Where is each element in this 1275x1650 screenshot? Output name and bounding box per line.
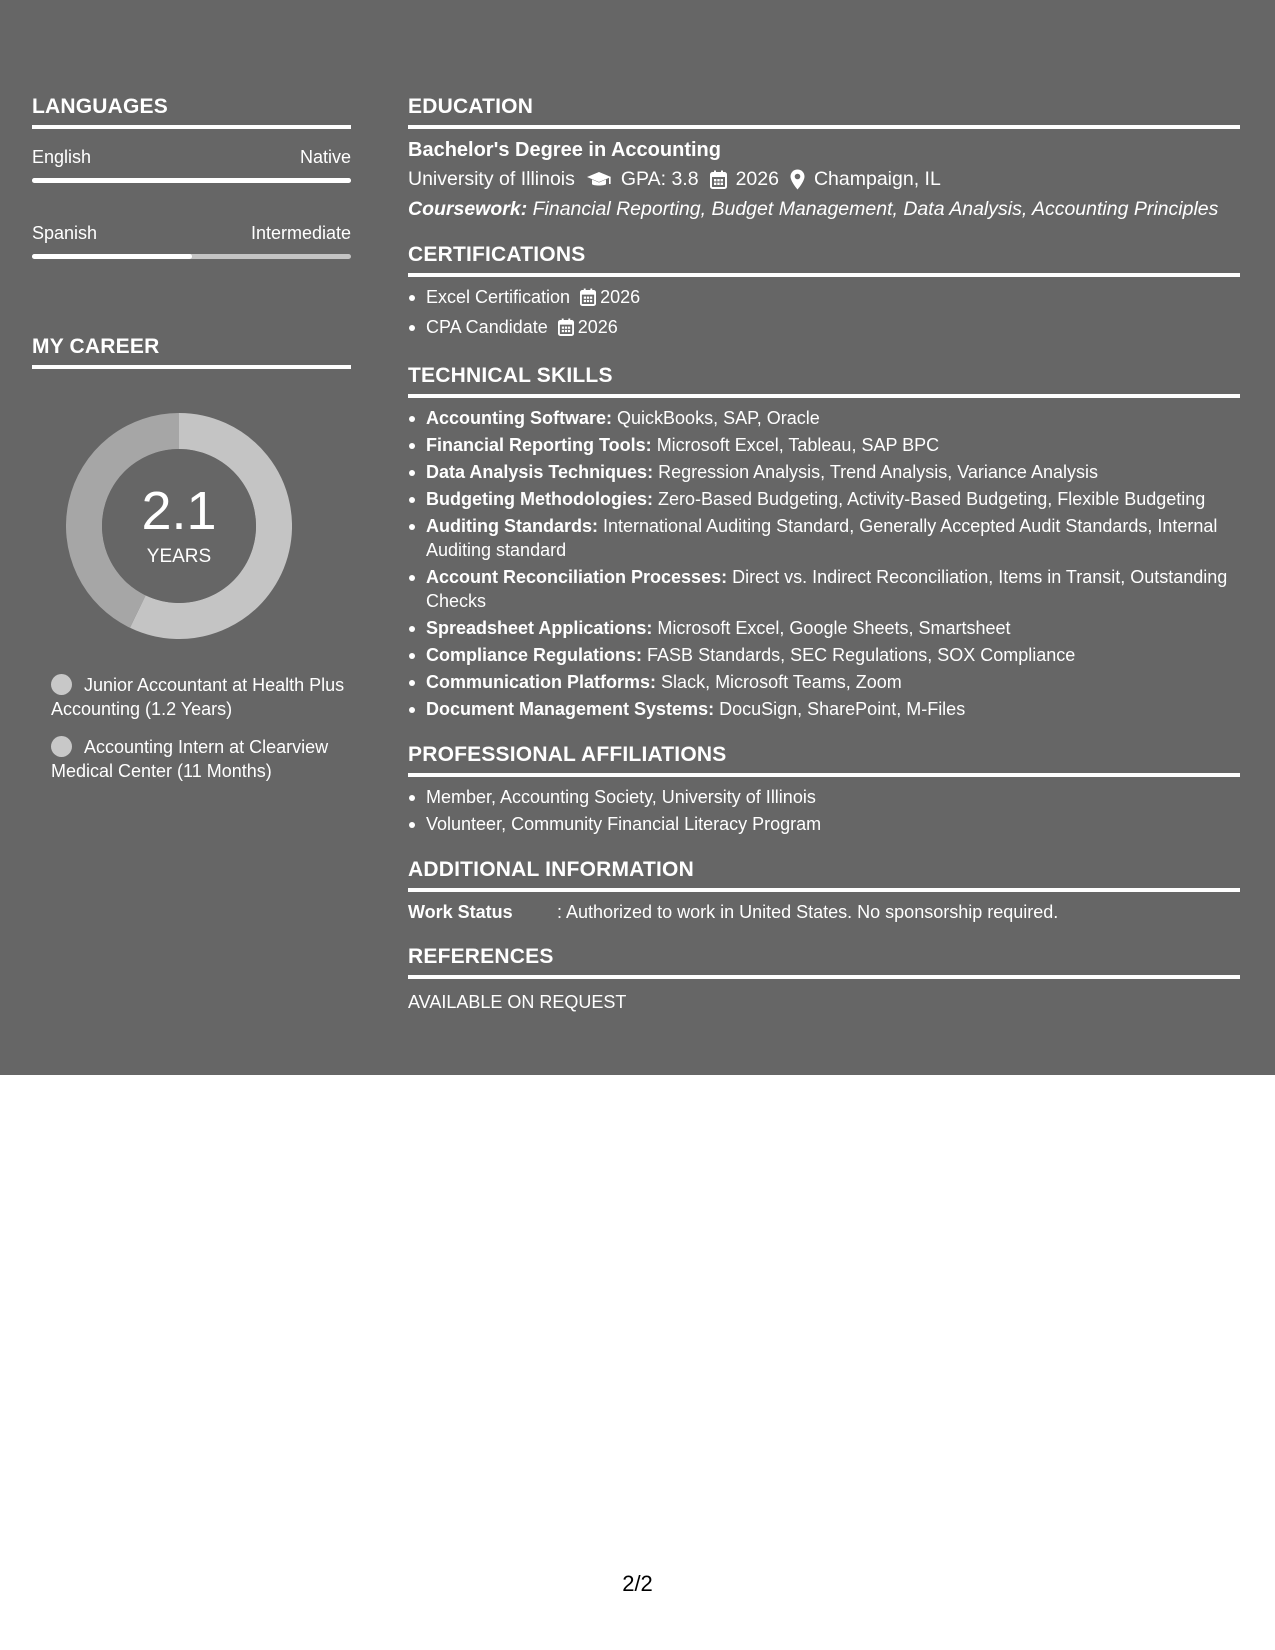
career-title: MY CAREER (32, 335, 351, 369)
education-gpa: GPA: 3.8 (620, 168, 699, 190)
skill-item (408, 670, 1240, 694)
work-status-value: : Authorized to work in United States. No sponsorship required. (557, 902, 1059, 922)
skill-value: DocuSign, SharePoint, M-Files (719, 699, 966, 719)
certification-name: CPA Candidate (426, 317, 548, 337)
skill-label: Document Management Systems: (426, 699, 715, 719)
skill-value: Regression Analysis, Trend Analysis, Variance Analysis (658, 462, 1098, 482)
skill-item (408, 565, 1240, 613)
coursework-value: Financial Reporting, Budget Management, Data Analysis, Accounting Principles (532, 198, 1219, 220)
affiliations-list (408, 785, 1240, 836)
career-job-item (51, 673, 351, 721)
affiliations-title: PROFESSIONAL AFFILIATIONS (408, 743, 1240, 777)
affiliation-item: Volunteer, Community Financial Literacy Program (408, 812, 1240, 836)
career-total-value: 2.1 (141, 481, 217, 541)
references-text: AVAILABLE ON REQUEST (408, 992, 627, 1012)
graduation-cap-icon (586, 171, 612, 189)
certification-item (408, 285, 1240, 312)
affiliation-item: Member, Accounting Society, University of Illinois (408, 785, 1240, 809)
skill-label: Account Reconciliation Processes: (426, 567, 728, 587)
location-pin-icon (790, 169, 805, 190)
skill-item (408, 460, 1240, 484)
language-level: Intermediate (250, 223, 351, 243)
career-job-label: Junior Accountant at Health Plus Accounting (1.2 Years) (51, 675, 345, 719)
references-section (408, 945, 1240, 1015)
skill-value: Slack, Microsoft Teams, Zoom (661, 672, 902, 692)
legend-dot-icon (51, 736, 72, 757)
language-name: English (32, 147, 92, 167)
education-year: 2026 (735, 168, 779, 190)
certifications-section (408, 243, 1240, 342)
skill-label: Financial Reporting Tools: (426, 435, 652, 455)
skill-label: Compliance Regulations: (426, 645, 643, 665)
skill-label: Spreadsheet Applications: (426, 618, 653, 638)
certification-year: 2026 (577, 317, 618, 337)
certification-item (408, 315, 1240, 342)
skill-item (408, 514, 1240, 562)
education-details (408, 168, 1240, 191)
language-proficiency-bar (32, 178, 351, 183)
career-job-item (51, 735, 351, 783)
certification-name: Excel Certification (426, 287, 571, 307)
language-item-english (32, 147, 351, 183)
language-proficiency-fill (32, 254, 192, 259)
right-column (408, 95, 1240, 1015)
skill-label: Data Analysis Techniques: (426, 462, 654, 482)
legend-dot-icon (51, 674, 72, 695)
calendar-icon (710, 170, 727, 189)
skills-list (408, 406, 1240, 721)
education-school: University of Illinois (408, 168, 575, 190)
additional-section (408, 858, 1240, 923)
references-title: REFERENCES (408, 945, 1240, 979)
education-location: Champaign, IL (813, 168, 941, 190)
career-donut-chart (66, 413, 292, 639)
skill-item (408, 487, 1240, 511)
skill-item (408, 697, 1240, 721)
career-job-label: Accounting Intern at Clearview Medical Center (11 Months) (51, 737, 329, 781)
languages-title: LANGUAGES (32, 95, 351, 129)
certification-year: 2026 (600, 287, 641, 307)
calendar-icon (558, 318, 574, 342)
skill-item (408, 406, 1240, 430)
career-job-list (51, 673, 351, 783)
skills-title: TECHNICAL SKILLS (408, 364, 1240, 398)
education-coursework (408, 197, 1240, 221)
additional-title: ADDITIONAL INFORMATION (408, 858, 1240, 892)
page-number: 2/2 (622, 1571, 653, 1596)
left-column (32, 95, 351, 797)
language-proficiency-fill (32, 178, 351, 183)
language-name: Spanish (32, 223, 98, 243)
skill-value: QuickBooks, SAP, Oracle (617, 408, 820, 428)
certifications-list (408, 285, 1240, 342)
career-total-unit: YEARS (146, 546, 212, 567)
skill-label: Communication Platforms: (426, 672, 657, 692)
skill-label: Auditing Standards: (426, 516, 598, 536)
skill-item (408, 616, 1240, 640)
skill-label: Budgeting Methodologies: (426, 489, 653, 509)
certifications-title: CERTIFICATIONS (408, 243, 1240, 277)
skill-value: International Auditing Standard, Generally Accepted Audit Standards, Internal Auditing standard (426, 516, 1218, 560)
education-section (408, 95, 1240, 221)
skill-value: Zero-Based Budgeting, Activity-Based Budgeting, Flexible Budgeting (657, 489, 1206, 509)
affiliations-section (408, 743, 1240, 836)
education-degree: Bachelor's Degree in Accounting (408, 139, 721, 161)
skill-value: Direct vs. Indirect Reconciliation, Items in Transit, Outstanding Checks (426, 567, 1228, 611)
language-level: Native (299, 147, 351, 167)
skill-value: FASB Standards, SEC Regulations, SOX Compliance (647, 645, 1076, 665)
skills-section (408, 364, 1240, 721)
skill-item (408, 433, 1240, 457)
skill-value: Microsoft Excel, Tableau, SAP BPC (656, 435, 940, 455)
coursework-label: Coursework: (408, 198, 528, 220)
calendar-icon (580, 288, 596, 312)
education-title: EDUCATION (408, 95, 1240, 129)
skill-label: Accounting Software: (426, 408, 613, 428)
work-status-label: Work Status (408, 902, 513, 922)
language-proficiency-bar (32, 254, 351, 259)
work-status-row (408, 902, 1240, 923)
language-item-spanish (32, 223, 351, 259)
skill-item (408, 643, 1240, 667)
skill-value: Microsoft Excel, Google Sheets, Smartsheet (657, 618, 1011, 638)
